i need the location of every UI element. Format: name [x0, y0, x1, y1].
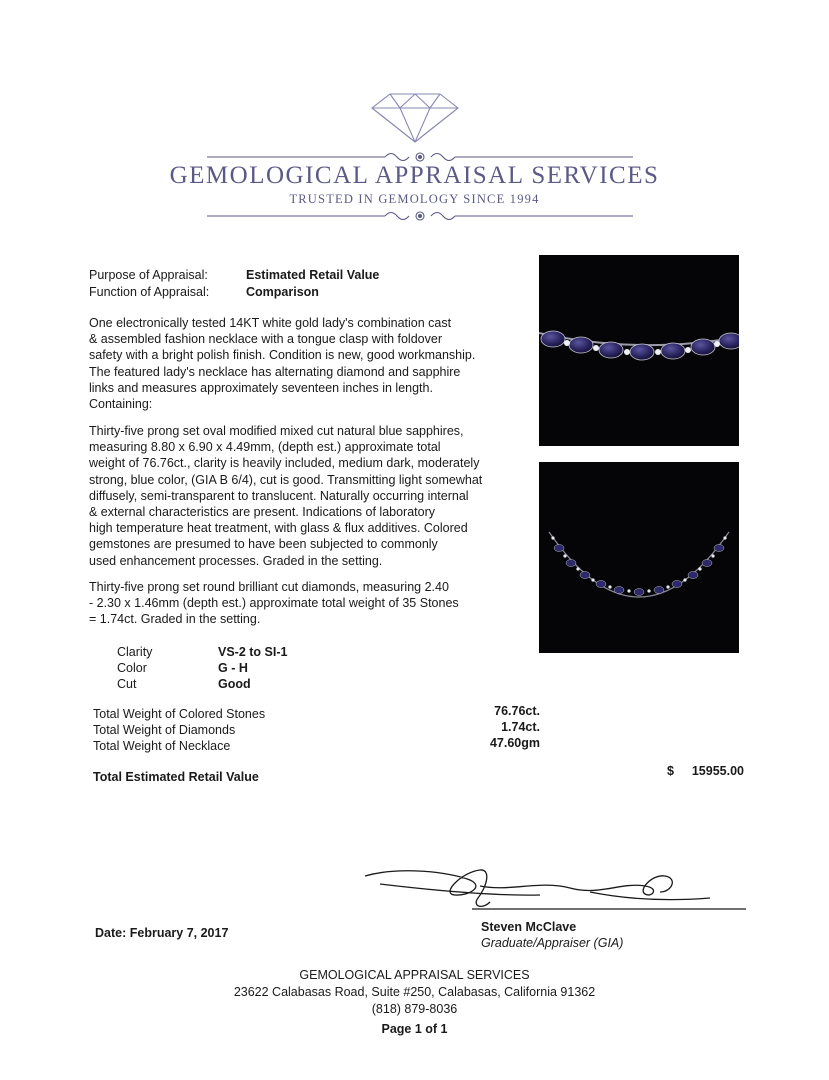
diamond-icon — [370, 92, 460, 144]
total-label: Total Weight of Colored Stones — [93, 707, 266, 721]
sapphire-description: Thirty-five prong set oval modified mixed cut natural blue sapphires, measuring 8.80 x 6.90 x 4.49mm, (depth est.) approximate total weight of 76.76ct., clarity is heavily included, medium dark, moderately strong, blue color, (GIA B 6/4), cut is good. Transmitting light somewhat diffusely, semi-transparent to translucent. Naturally occurring internal & external characteristics are present. Indications of laboratory high temperature heat treatment, with glass & flux additives. Colored gemstones are presumed to have been subjected to commonly used enhancement processes. Graded in the setting. — [89, 424, 483, 568]
grading-value: G - H — [218, 661, 248, 675]
function-label: Function of Appraisal: — [89, 285, 210, 299]
appraiser-name: Steven McClave — [481, 920, 577, 934]
estimate-value: 15955.00 — [691, 764, 744, 778]
grading-label: Cut — [117, 677, 137, 691]
item-description: One electronically tested 14KT white gold lady's combination cast & assembled fashion necklace with a tongue clasp with foldover safety with a bright polish finish. Condition is new, good workmanship. The featured lady's necklace has alternating diamond and sapphire links and measures approximately seventeen inches in length. Containing: — [89, 316, 476, 412]
function-value: Comparison — [246, 285, 319, 299]
grading-value: Good — [218, 677, 251, 691]
bottom-ornament-rule — [205, 206, 635, 226]
footer-address: 23622 Calabasas Road, Suite #250, Calabasas, California 91362 — [233, 985, 596, 999]
purpose-label: Purpose of Appraisal: — [89, 268, 208, 282]
footer-company: GEMOLOGICAL APPRAISAL SERVICES — [299, 968, 530, 982]
grading-label: Color — [117, 661, 147, 675]
total-value: 47.60gm — [489, 736, 540, 750]
grading-label: Clarity — [117, 645, 153, 659]
signature-image — [360, 862, 750, 922]
page-number: Page 1 of 1 — [381, 1022, 448, 1036]
diamond-description: Thirty-five prong set round brilliant cut diamonds, measuring 2.40 - 2.30 x 1.46mm (depth est.) approximate total weight of 35 Stones = 1.74ct. Graded in the setting. — [89, 580, 459, 627]
total-value: 1.74ct. — [501, 720, 540, 734]
currency-symbol: $ — [667, 764, 674, 778]
company-name: GEMOLOGICAL APPRAISAL SERVICES — [169, 162, 660, 189]
total-label: Total Weight of Diamonds — [93, 723, 236, 737]
appraiser-title: Graduate/Appraiser (GIA) — [481, 936, 624, 950]
estimate-label: Total Estimated Retail Value — [93, 770, 259, 784]
necklace-closeup-photo — [539, 255, 739, 446]
purpose-value: Estimated Retail Value — [246, 268, 380, 282]
footer-phone: (818) 879-8036 — [371, 1002, 458, 1016]
grading-value: VS-2 to SI-1 — [218, 645, 288, 659]
letterhead — [0, 0, 829, 240]
total-label: Total Weight of Necklace — [93, 739, 231, 753]
appraisal-date: Date: February 7, 2017 — [95, 926, 229, 940]
necklace-full-photo — [539, 462, 739, 653]
total-value: 76.76ct. — [494, 704, 540, 718]
company-tagline: TRUSTED IN GEMOLOGY SINCE 1994 — [289, 192, 540, 206]
